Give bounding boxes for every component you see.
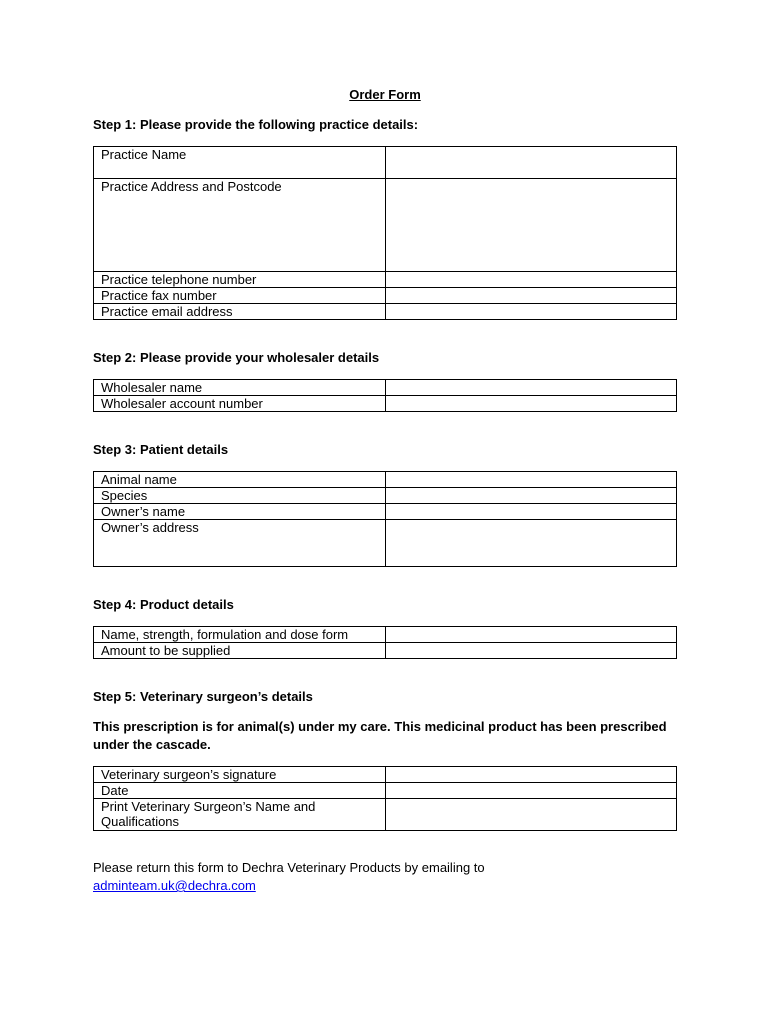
prescription-statement: This prescription is for animal(s) under my care. This medicinal product has been prescribed under the cascade. xyxy=(93,719,667,752)
step4-heading: Step 4: Product details xyxy=(93,597,234,612)
vet-name-qualifications-label: Print Veterinary Surgeon’s Name and Qualifications xyxy=(94,799,386,831)
table-row xyxy=(94,520,677,567)
vet-name-qualifications-field[interactable] xyxy=(386,799,677,831)
table-row xyxy=(94,783,677,799)
animal-name-field[interactable] xyxy=(386,472,677,488)
vet-signature-label: Veterinary surgeon’s signature xyxy=(94,767,386,783)
date-label: Date xyxy=(94,783,386,799)
product-name-field[interactable] xyxy=(386,627,677,643)
practice-fax-label: Practice fax number xyxy=(94,288,386,304)
email-link[interactable]: adminteam.uk@dechra.com xyxy=(93,878,256,893)
table-row xyxy=(94,304,677,320)
practice-email-field[interactable] xyxy=(386,304,677,320)
wholesaler-name-field[interactable] xyxy=(386,380,677,396)
practice-telephone-label: Practice telephone number xyxy=(94,272,386,288)
product-name-label: Name, strength, formulation and dose form xyxy=(94,627,386,643)
table-row xyxy=(94,627,677,643)
date-field[interactable] xyxy=(386,783,677,799)
owner-name-field[interactable] xyxy=(386,504,677,520)
step2-heading: Step 2: Please provide your wholesaler details xyxy=(93,350,380,365)
table-row xyxy=(94,272,677,288)
table-row xyxy=(94,488,677,504)
amount-label: Amount to be supplied xyxy=(94,643,386,659)
table-row xyxy=(94,504,677,520)
table-row xyxy=(94,396,677,412)
practice-telephone-field[interactable] xyxy=(386,272,677,288)
practice-fax-field[interactable] xyxy=(386,288,677,304)
practice-name-label: Practice Name xyxy=(94,147,386,179)
step3-heading: Step 3: Patient details xyxy=(93,442,229,457)
step1-heading: Step 1: Please provide the following practice details: xyxy=(93,117,419,132)
practice-details-table xyxy=(93,146,677,320)
table-row xyxy=(94,288,677,304)
owner-address-field[interactable] xyxy=(386,520,677,567)
practice-name-field[interactable] xyxy=(386,147,677,179)
owner-name-label: Owner’s name xyxy=(94,504,386,520)
return-instructions-text: Please return this form to Dechra Veterinary Products by emailing to xyxy=(93,860,485,875)
product-details-table xyxy=(93,626,677,659)
table-row xyxy=(94,147,677,179)
patient-details-table xyxy=(93,471,677,567)
owner-address-label: Owner’s address xyxy=(94,520,386,567)
practice-email-label: Practice email address xyxy=(94,304,386,320)
table-row xyxy=(94,179,677,272)
return-instructions xyxy=(93,859,693,895)
wholesaler-account-label: Wholesaler account number xyxy=(94,396,386,412)
step5-heading: Step 5: Veterinary surgeon’s details xyxy=(93,689,313,704)
table-row xyxy=(94,472,677,488)
species-field[interactable] xyxy=(386,488,677,504)
vet-surgeon-table xyxy=(93,766,677,831)
practice-address-field[interactable] xyxy=(386,179,677,272)
table-row xyxy=(94,799,677,831)
species-label: Species xyxy=(94,488,386,504)
practice-address-label: Practice Address and Postcode xyxy=(94,179,386,272)
amount-field[interactable] xyxy=(386,643,677,659)
table-row xyxy=(94,380,677,396)
animal-name-label: Animal name xyxy=(94,472,386,488)
page-title: Order Form xyxy=(349,87,421,102)
wholesaler-name-label: Wholesaler name xyxy=(94,380,386,396)
wholesaler-details-table xyxy=(93,379,677,412)
table-row xyxy=(94,767,677,783)
vet-signature-field[interactable] xyxy=(386,767,677,783)
table-row xyxy=(94,643,677,659)
wholesaler-account-field[interactable] xyxy=(386,396,677,412)
